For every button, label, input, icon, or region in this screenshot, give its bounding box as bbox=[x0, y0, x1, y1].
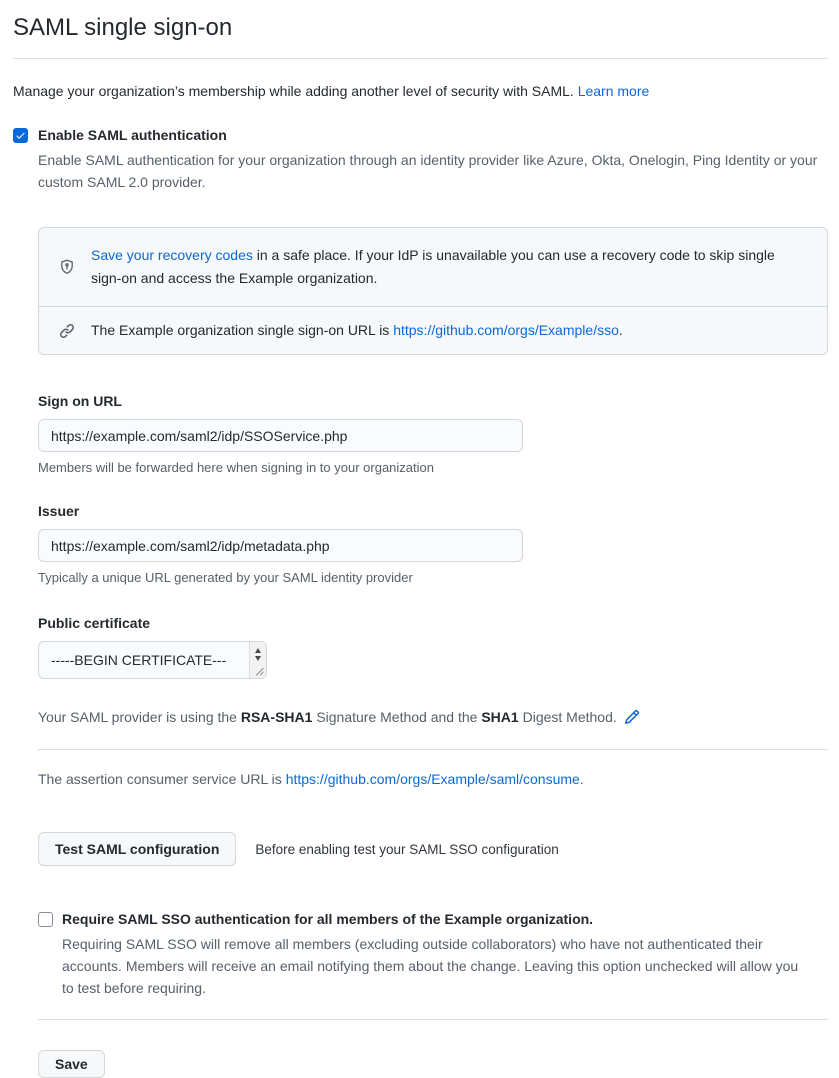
issuer-label: Issuer bbox=[38, 503, 80, 519]
intro-text-body: Manage your organization’s membership while adding another level of security with SAML. bbox=[13, 83, 578, 99]
public-certificate-textarea[interactable] bbox=[38, 641, 267, 679]
sign-on-url-help: Members will be forwarded here when signing in to your organization bbox=[38, 460, 434, 475]
sso-notice-box bbox=[38, 227, 828, 355]
acs-url-note: The assertion consumer service URL is https://github.com/orgs/Example/saml/consume. bbox=[38, 771, 584, 787]
public-certificate-value: -----BEGIN CERTIFICATE--- bbox=[51, 652, 227, 668]
require-sso-description: Requiring SAML SSO will remove all members (excluding outside collaborators) who have not authenticated their accounts. Members will receive an email notifying them about the change. Leaving this option unchecked will allow you to test before requiring. bbox=[62, 936, 799, 996]
page-title: SAML single sign-on bbox=[13, 0, 828, 59]
intro-text bbox=[13, 81, 828, 102]
divider bbox=[38, 1019, 828, 1020]
scroll-down-arrow-icon[interactable] bbox=[255, 656, 261, 661]
require-sso-checkbox[interactable] bbox=[38, 912, 53, 927]
save-button[interactable]: Save bbox=[38, 1050, 105, 1078]
sso-url-text: The Example organization single sign-on URL is bbox=[91, 322, 394, 338]
sso-url-link[interactable]: https://github.com/orgs/Example/sso bbox=[393, 322, 619, 338]
test-saml-configuration-button[interactable]: Test SAML configuration bbox=[38, 832, 236, 866]
sso-url-row: The Example organization single sign-on URL is https://github.com/orgs/Example/sso. bbox=[39, 306, 827, 354]
sign-on-url-label: Sign on URL bbox=[38, 393, 122, 409]
textarea-scrollbar[interactable] bbox=[249, 642, 266, 678]
signature-method-note: Your SAML provider is using the RSA-SHA1 Signature Method and the SHA1 Digest Method. bbox=[38, 707, 828, 728]
resize-grip-icon[interactable] bbox=[255, 667, 264, 676]
recovery-codes-text: in a safe place. If your IdP is unavailable you can use a recovery code to skip single sign-on and access the Example organization. bbox=[91, 247, 775, 286]
scroll-up-arrow-icon[interactable] bbox=[255, 648, 261, 653]
signature-method-value: RSA-SHA1 bbox=[240, 709, 313, 725]
require-sso-label[interactable]: Require SAML SSO authentication for all members of the Example organization. bbox=[62, 911, 594, 927]
recovery-codes-row bbox=[39, 228, 827, 306]
enable-saml-section bbox=[13, 126, 828, 193]
require-sso-section bbox=[38, 910, 828, 999]
public-certificate-label: Public certificate bbox=[38, 615, 151, 631]
issuer-input[interactable] bbox=[38, 529, 523, 562]
link-icon bbox=[59, 323, 75, 339]
check-icon bbox=[15, 130, 26, 141]
divider bbox=[38, 749, 828, 750]
issuer-help: Typically a unique URL generated by your SAML identity provider bbox=[38, 570, 413, 585]
recovery-codes-link[interactable]: Save your recovery codes bbox=[91, 247, 253, 263]
test-configuration-note: Before enabling test your SAML SSO configuration bbox=[255, 841, 559, 857]
enable-saml-label[interactable]: Enable SAML authentication bbox=[38, 127, 227, 143]
shield-lock-icon bbox=[59, 259, 75, 275]
acs-url-link[interactable]: https://github.com/orgs/Example/saml/consume bbox=[285, 771, 580, 787]
learn-more-link[interactable]: Learn more bbox=[577, 83, 650, 99]
enable-saml-checkbox[interactable] bbox=[13, 128, 28, 143]
saml-form bbox=[38, 392, 828, 1078]
digest-method-value: SHA1 bbox=[481, 709, 519, 725]
enable-saml-description: Enable SAML authentication for your organization through an identity provider like Azure, Okta, Onelogin, Ping Identity or your custom SAML 2.0 provider. bbox=[38, 152, 818, 190]
sign-on-url-input[interactable] bbox=[38, 419, 523, 452]
edit-pencil-icon[interactable] bbox=[624, 709, 640, 725]
